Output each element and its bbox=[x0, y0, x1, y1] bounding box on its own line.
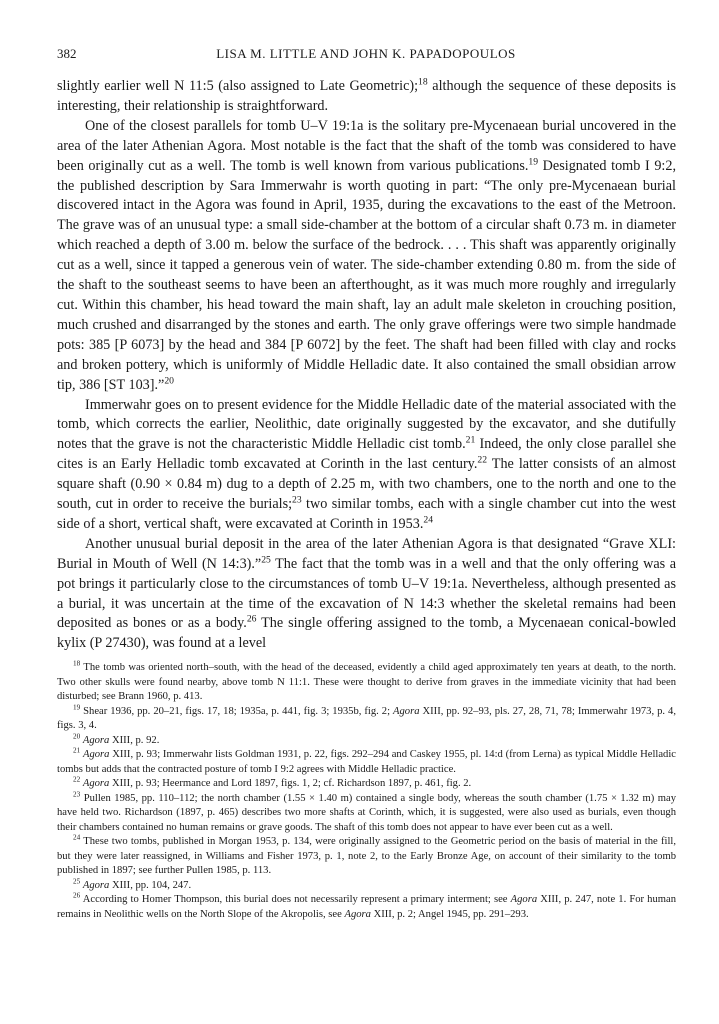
footnote-text: XIII, pp. 104, 247. bbox=[109, 879, 192, 891]
footnote-number: 24 bbox=[73, 833, 81, 842]
footnote-number: 22 bbox=[73, 775, 81, 784]
footnote-number: 26 bbox=[73, 891, 81, 900]
footnote-ref-25[interactable]: 25 bbox=[261, 554, 271, 566]
footnote-20 bbox=[57, 731, 676, 749]
footnote-text: Pullen 1985, pp. 110–112; the north chamber (1.55 × 1.40 m) contained a single body, whereas the south chamber (1.75 × 1.32 m) may have held two. Richardson (1897, p. 465) describes two more shafts at Corinth, which, it is suggested, were also used as burials, even though their chambers contained no human remains or grave goods. The shaft of this tomb does not appear to have ever been cut as a well. bbox=[57, 792, 676, 833]
footnote-ref-21[interactable]: 21 bbox=[465, 434, 476, 446]
paragraph-text: The fact that the tomb was in a well and that the only offering was a pot brings it particularly close to the circumstances of tomb U–V 19:1a. Nevertheless, although presented as a burial, it was uncertain at the time of the excavation of N 14:3 whether the skeletal remains had been deposited as bones or as a body. bbox=[57, 555, 676, 632]
journal-title: Agora bbox=[82, 734, 110, 746]
footnote-ref-26[interactable]: 26 bbox=[246, 613, 257, 625]
footnote-19 bbox=[57, 702, 676, 734]
footnote-text: XIII, pp. 92–93, pls. 27, 28, 71, 78; Immerwahr 1973, p. 4, figs. 3, 4. bbox=[57, 705, 676, 731]
journal-title: Agora bbox=[510, 894, 538, 905]
footnote-text: These two tombs, published in Morgan 1953, p. 134, were originally assigned to the Geometric period on the basis of material in the fill, but they were later reassigned, in Williams and Fisher 1973, p. 1, note 2, to the Early Bronze Age, on account of their similarity to the tomb published in 1897; see further Pullen 1985, p. 113. bbox=[57, 836, 676, 876]
footnote-ref-22[interactable]: 22 bbox=[477, 454, 488, 466]
page-number: 382 bbox=[57, 46, 77, 61]
footnote-text: XIII, p. 2; Angel 1945, pp. 291–293. bbox=[370, 908, 529, 920]
footnote-text: Shear 1936, pp. 20–21, figs. 17, 18; 1935a, p. 441, fig. 3; 1935b, fig. 2; bbox=[80, 705, 394, 717]
footnote-18 bbox=[57, 661, 676, 705]
footnote-ref-19[interactable]: 19 bbox=[528, 155, 539, 167]
footnote-ref-18[interactable]: 18 bbox=[418, 76, 428, 88]
footnote-26 bbox=[57, 893, 676, 922]
footnote-ref-24[interactable]: 24 bbox=[423, 514, 434, 526]
paragraph-2 bbox=[57, 117, 676, 396]
footnote-number: 25 bbox=[73, 876, 81, 885]
footnote-24 bbox=[57, 835, 676, 879]
footnotes bbox=[57, 661, 676, 922]
paragraph-1 bbox=[57, 77, 676, 117]
footnote-ref-23[interactable]: 23 bbox=[292, 494, 302, 506]
journal-title: Agora bbox=[393, 705, 420, 717]
paragraph-text: The latter consists of an almost square shaft (0.90 × 0.84 m) dug to a depth of 2.25 m, with two chambers, one to the north and one to the south, cut in order to receive the burials; bbox=[57, 456, 676, 513]
paragraph-3 bbox=[57, 396, 676, 535]
page-header bbox=[57, 46, 675, 66]
paragraph-text: The single offering assigned to the tomb, a Mycenaean conical-bowled kylix (P 27430), was found at a level bbox=[57, 615, 676, 652]
footnote-number: 23 bbox=[73, 789, 81, 798]
main-text bbox=[57, 77, 676, 654]
footnote-number: 21 bbox=[73, 746, 81, 755]
running-head: LISA M. LITTLE AND JOHN K. PAPADOPOULOS bbox=[216, 46, 516, 61]
paragraph-text: Another unusual burial deposit in the area of the later Athenian Agora is that designated “Grave XLI: Burial in Mouth of Well (N 14:3).” bbox=[57, 535, 676, 572]
footnote-21 bbox=[57, 748, 676, 777]
paragraph-text: One of the closest parallels for tomb U–V 19:1a is the solitary pre-Mycenaean burial uncovered in the area of the later Athenian Agora. Most notable is the fact that the shaft of the tomb was considered to have been originally cut as a well. The tomb is well known from various publications. bbox=[57, 117, 676, 174]
footnote-text: According to Homer Thompson, this burial does not necessarily represent a primary interment; see bbox=[80, 894, 511, 905]
paragraph-text: although the sequence of these deposits is interesting, their relationship is straightforward. bbox=[57, 78, 676, 114]
footnote-number: 18 bbox=[73, 659, 81, 668]
footnote-text: XIII, p. 93; Heermance and Lord 1897, figs. 1, 2; cf. Richardson 1897, p. 461, fig. 2. bbox=[109, 778, 472, 789]
journal-title: Agora bbox=[82, 879, 110, 891]
footnote-text: The tomb was oriented north–south, with the head of the deceased, evidently a child aged approximately ten years at death, to the north. Two other skulls were found nearby, above tomb N 11:1. These were thought to derive from graves in the immediate vicinity that had been disturbed; see Brann 1960, p. 413. bbox=[57, 662, 676, 702]
footnote-22 bbox=[57, 777, 676, 792]
journal-title: Agora bbox=[344, 908, 371, 920]
footnote-ref-20[interactable]: 20 bbox=[164, 374, 174, 386]
footnote-23 bbox=[57, 789, 676, 836]
journal-title: Agora bbox=[82, 778, 110, 789]
footnote-text: XIII, p. 247, note 1. For human remains in Neolithic wells on the North Slope of the Akropolis, see bbox=[57, 894, 677, 920]
footnote-text: XIII, p. 92. bbox=[109, 734, 160, 746]
footnote-number: 19 bbox=[73, 702, 81, 711]
journal-title: Agora bbox=[82, 749, 110, 760]
paragraph-text: Designated tomb I 9:2, the published description by Sara Immerwahr is worth quoting in part: “The only pre-Mycenaean burial discovered intact in the Agora was found in April, 1935, during the excavations to the east of the Metroon. The grave was of an unusual type: a small side-chamber at the bottom of a circular shaft 0.73 m. in diameter which reached a depth of 3.00 m. below the surface of the bedrock. . . . This shaft was apparently originally cut as a well, since it tapped a generous vein of water. The side-chamber extending 0.80 m. from the side of the shaft to the southeast seems to have been an afterthought, as it was much more roughly and irregularly cut. Within this chamber, his head toward the main shaft, lay an adult male skeleton in crouching position, much crushed and disarranged by the stones and earth. The only grave offerings were two simple handmade pots: 385 [P 6073] by the head and 384 [P 6072] by the feet. The shaft had been filled with clay and rocks and broken pottery, which is uniformly of Middle Helladic date. It also contained the small obsidian arrow tip, 386 [ST 103].” bbox=[57, 157, 676, 393]
paragraph-text: Immerwahr goes on to present evidence for the Middle Helladic date of the material associated with the tomb, which corrects the earlier, Neolithic, date originally suggested by the excavator, and she dutifully notes that the grave is not the characteristic Middle Helladic cist tomb. bbox=[57, 396, 676, 453]
paragraph-text: two similar tombs, each with a single chamber cut into the west side of a short, vertical shaft, were excavated at Corinth in 1953. bbox=[57, 496, 676, 532]
footnote-text: XIII, p. 93; Immerwahr lists Goldman 1931, p. 22, figs. 292–294 and Caskey 1955, pl. 14:d (from Lerna) as typical Middle Helladic tombs but adds that the contracted posture of tomb I 9:2 agrees with Middle Helladic practice. bbox=[57, 749, 676, 775]
paragraph-text: slightly earlier well N 11:5 (also assigned to Late Geometric); bbox=[57, 78, 419, 94]
paragraph-text: Indeed, the only close parallel she cites is an Early Helladic tomb excavated at Corinth in the last century. bbox=[57, 436, 676, 473]
footnote-25 bbox=[57, 876, 676, 894]
footnote-number: 20 bbox=[73, 731, 81, 740]
paragraph-4 bbox=[57, 535, 676, 654]
